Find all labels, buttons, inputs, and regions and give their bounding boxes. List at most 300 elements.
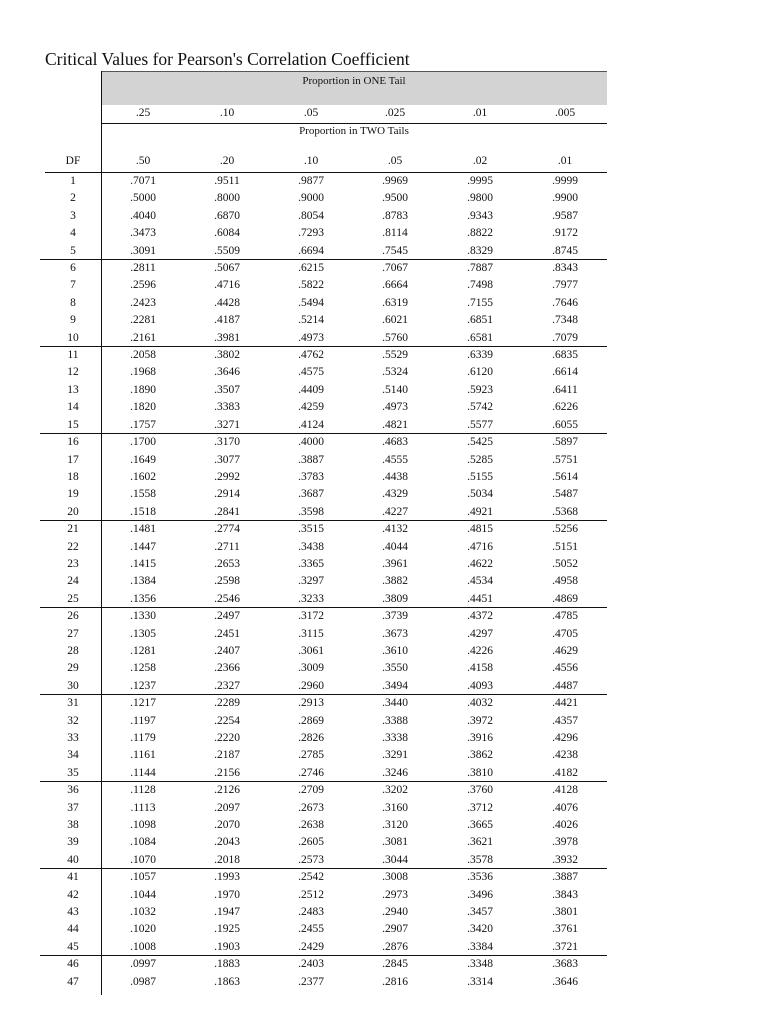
table-row xyxy=(40,243,607,260)
critical-value-cell: .5487 xyxy=(552,488,578,501)
table-row xyxy=(40,660,607,677)
critical-value-cell: .3783 xyxy=(298,470,324,483)
critical-value-cell: .3683 xyxy=(552,958,578,971)
df-cell: 37 xyxy=(67,801,79,814)
critical-value-cell: .1237 xyxy=(130,679,156,692)
table-row xyxy=(40,208,607,225)
df-cell: 3 xyxy=(70,209,76,222)
critical-value-cell: .2546 xyxy=(214,592,240,605)
df-cell: 41 xyxy=(67,871,79,884)
table-row xyxy=(40,399,607,416)
critical-value-cell: .4716 xyxy=(467,540,493,553)
critical-value-cell: .2907 xyxy=(382,923,408,936)
critical-value-cell: .9343 xyxy=(467,209,493,222)
df-cell: 18 xyxy=(67,470,79,483)
critical-value-cell: .1863 xyxy=(214,975,240,988)
critical-value-cell: .5897 xyxy=(552,436,578,449)
critical-value-cell: .6215 xyxy=(298,262,324,275)
two-tail-value: .02 xyxy=(472,155,488,167)
df-cell: 6 xyxy=(70,262,76,275)
critical-value-cell: .3810 xyxy=(467,766,493,779)
df-cell: 25 xyxy=(67,592,79,605)
critical-value-cell: .4409 xyxy=(298,383,324,396)
df-cell: 2 xyxy=(70,192,76,205)
critical-value-cell: .4238 xyxy=(552,749,578,762)
critical-value-cell: .3673 xyxy=(382,627,408,640)
critical-value-cell: .2289 xyxy=(214,697,240,710)
df-cell: 38 xyxy=(67,819,79,832)
critical-value-cell: .3802 xyxy=(214,349,240,362)
critical-value-cell: .2709 xyxy=(298,784,324,797)
critical-value-cell: .5760 xyxy=(382,331,408,344)
critical-value-cell: .2973 xyxy=(382,888,408,901)
df-cell: 31 xyxy=(67,697,79,710)
critical-value-cell: .1968 xyxy=(130,366,156,379)
critical-value-cell: .5151 xyxy=(552,540,578,553)
critical-value-cell: .6319 xyxy=(382,296,408,309)
critical-value-cell: .6614 xyxy=(552,366,578,379)
critical-value-cell: .4958 xyxy=(552,575,578,588)
critical-value-cell: .6835 xyxy=(552,349,578,362)
critical-value-cell: .4869 xyxy=(552,592,578,605)
critical-value-cell: .3291 xyxy=(382,749,408,762)
critical-value-cell: .1070 xyxy=(130,853,156,866)
critical-value-cell: .2058 xyxy=(130,349,156,362)
critical-value-cell: .4227 xyxy=(382,505,408,518)
critical-value-cell: .1161 xyxy=(130,749,156,762)
critical-value-cell: .5214 xyxy=(298,314,324,327)
critical-value-cell: .5285 xyxy=(467,453,493,466)
one-tail-label: Proportion in ONE Tail xyxy=(302,75,406,87)
critical-value-cell: .2327 xyxy=(214,679,240,692)
critical-value-cell: .3972 xyxy=(467,714,493,727)
df-cell: 36 xyxy=(67,784,79,797)
critical-value-cell: .5494 xyxy=(298,296,324,309)
critical-value-cell: .1217 xyxy=(130,697,156,710)
table-row xyxy=(40,852,607,869)
critical-value-cell: .2841 xyxy=(214,505,240,518)
one-tail-values-row xyxy=(101,104,607,123)
critical-value-cell: .3365 xyxy=(298,557,324,570)
critical-value-cell: .1447 xyxy=(130,540,156,553)
critical-value-cell: .4093 xyxy=(467,679,493,692)
critical-value-cell: .3115 xyxy=(298,627,324,640)
critical-value-cell: .2187 xyxy=(214,749,240,762)
critical-value-cell: .3160 xyxy=(382,801,408,814)
critical-value-cell: .2542 xyxy=(298,871,324,884)
df-cell: 33 xyxy=(67,732,79,744)
critical-value-cell: .6339 xyxy=(467,349,493,362)
table-row xyxy=(40,539,607,556)
critical-value-cell: .1903 xyxy=(214,940,240,953)
critical-value-cell: .4487 xyxy=(552,679,578,692)
critical-value-cell: .7545 xyxy=(382,244,408,257)
critical-value-cell: .9969 xyxy=(382,175,408,187)
critical-value-cell: .3887 xyxy=(298,453,324,466)
critical-value-cell: .9877 xyxy=(298,175,324,187)
critical-value-cell: .4556 xyxy=(552,662,578,675)
page-title: Critical Values for Pearson's Correlation Coefficient xyxy=(45,49,410,69)
critical-value-cell: .6120 xyxy=(467,366,493,379)
df-cell: 17 xyxy=(67,453,79,466)
critical-value-cell: .5155 xyxy=(467,470,493,483)
critical-value-cell: .4372 xyxy=(467,610,493,623)
one-tail-value: .05 xyxy=(303,107,319,119)
critical-value-cell: .3081 xyxy=(382,836,408,849)
critical-value-cell: .4555 xyxy=(382,453,408,466)
critical-value-cell: .2811 xyxy=(130,262,156,275)
critical-value-cell: .3172 xyxy=(298,610,324,623)
critical-value-cell: .7348 xyxy=(552,314,578,327)
one-tail-value: .005 xyxy=(554,107,576,119)
critical-value-cell: .5034 xyxy=(467,488,493,501)
critical-value-cell: .9900 xyxy=(552,192,578,205)
critical-value-cell: .9172 xyxy=(552,227,578,240)
table-row xyxy=(40,520,607,538)
critical-value-cell: .2826 xyxy=(298,732,324,744)
critical-value-cell: .2913 xyxy=(298,697,324,710)
critical-value-cell: .3233 xyxy=(298,592,324,605)
critical-value-cell: .4716 xyxy=(214,279,240,292)
two-tail-label: Proportion in TWO Tails xyxy=(299,125,409,137)
critical-value-cell: .4026 xyxy=(552,819,578,832)
table-row xyxy=(40,607,607,625)
df-cell: 12 xyxy=(67,366,79,379)
critical-value-cell: .1415 xyxy=(130,557,156,570)
critical-value-cell: .9995 xyxy=(467,175,493,187)
table-row xyxy=(40,452,607,469)
critical-value-cell: .5822 xyxy=(298,279,324,292)
critical-value-cell: .4821 xyxy=(382,418,408,431)
critical-value-cell: .2070 xyxy=(214,819,240,832)
critical-value-cell: .8822 xyxy=(467,227,493,240)
critical-value-cell: .4040 xyxy=(130,209,156,222)
critical-value-cell: .3314 xyxy=(467,975,493,988)
table-row xyxy=(40,173,607,190)
critical-value-cell: .1649 xyxy=(130,453,156,466)
table-row xyxy=(40,887,607,904)
critical-value-cell: .3578 xyxy=(467,853,493,866)
critical-value-cell: .2573 xyxy=(298,853,324,866)
critical-value-cell: .7071 xyxy=(130,175,156,187)
critical-value-cell: .3061 xyxy=(298,644,324,657)
critical-value-cell: .3809 xyxy=(382,592,408,605)
critical-value-cell: .2403 xyxy=(298,958,324,971)
critical-value-cell: .4575 xyxy=(298,366,324,379)
critical-value-cell: .3621 xyxy=(467,836,493,849)
critical-value-cell: .4297 xyxy=(467,627,493,640)
table-row xyxy=(40,225,607,242)
critical-value-cell: .3438 xyxy=(298,540,324,553)
table-row xyxy=(40,504,607,521)
table-row xyxy=(40,626,607,643)
table-row xyxy=(40,678,607,695)
critical-value-cell: .0997 xyxy=(130,958,156,971)
df-cell: 16 xyxy=(67,436,79,449)
critical-value-cell: .7498 xyxy=(467,279,493,292)
df-cell: 10 xyxy=(67,331,79,344)
critical-value-cell: .3721 xyxy=(552,940,578,953)
critical-value-cell: .9500 xyxy=(382,192,408,205)
critical-value-cell: .3610 xyxy=(382,644,408,657)
critical-value-cell: .8783 xyxy=(382,209,408,222)
critical-value-cell: .8343 xyxy=(552,262,578,275)
critical-value-cell: .2746 xyxy=(298,766,324,779)
df-cell: 27 xyxy=(67,627,79,640)
critical-value-cell: .2126 xyxy=(214,784,240,797)
critical-value-cell: .5425 xyxy=(467,436,493,449)
critical-value-cell: .3843 xyxy=(552,888,578,901)
critical-value-cell: .3473 xyxy=(130,227,156,240)
critical-value-cell: .3009 xyxy=(298,662,324,675)
df-cell: 1 xyxy=(70,175,76,187)
critical-value-cell: .5751 xyxy=(552,453,578,466)
df-cell: 24 xyxy=(67,575,79,588)
df-cell: 21 xyxy=(67,523,79,536)
critical-value-cell: .4044 xyxy=(382,540,408,553)
table-row xyxy=(40,330,607,347)
df-cell: 40 xyxy=(67,853,79,866)
table-row xyxy=(40,259,607,277)
critical-value-cell: .3008 xyxy=(382,871,408,884)
df-cell: 23 xyxy=(67,557,79,570)
critical-value-cell: .4973 xyxy=(298,331,324,344)
df-cell: 20 xyxy=(67,505,79,518)
critical-value-cell: .3384 xyxy=(467,940,493,953)
critical-value-cell: .2455 xyxy=(298,923,324,936)
df-cell: 39 xyxy=(67,836,79,849)
critical-value-cell: .4187 xyxy=(214,314,240,327)
critical-value-cell: .2816 xyxy=(382,975,408,988)
critical-value-cell: .0987 xyxy=(130,975,156,988)
critical-value-cell: .3120 xyxy=(382,819,408,832)
df-cell: 32 xyxy=(67,714,79,727)
critical-value-cell: .9587 xyxy=(552,209,578,222)
table-row xyxy=(40,730,607,747)
table-row xyxy=(40,747,607,764)
critical-value-cell: .3550 xyxy=(382,662,408,675)
critical-value-cell: .2960 xyxy=(298,679,324,692)
critical-value-cell: .1993 xyxy=(214,871,240,884)
table-row xyxy=(40,573,607,590)
df-cell: 5 xyxy=(70,244,76,257)
table-row xyxy=(40,591,607,608)
critical-value-cell: .2992 xyxy=(214,470,240,483)
table-row xyxy=(40,190,607,207)
critical-value-cell: .6694 xyxy=(298,244,324,257)
critical-value-cell: .2653 xyxy=(214,557,240,570)
critical-value-cell: .3077 xyxy=(214,453,240,466)
critical-value-cell: .3687 xyxy=(298,488,324,501)
critical-value-cell: .4762 xyxy=(298,349,324,362)
critical-value-cell: .3646 xyxy=(552,975,578,988)
critical-value-cell: .3420 xyxy=(467,923,493,936)
critical-value-cell: .3981 xyxy=(214,331,240,344)
critical-value-cell: .2097 xyxy=(214,801,240,814)
critical-value-cell: .1700 xyxy=(130,436,156,449)
critical-value-cell: .4622 xyxy=(467,557,493,570)
df-cell: 11 xyxy=(67,349,79,362)
critical-value-cell: .1044 xyxy=(130,888,156,901)
critical-value-cell: .1757 xyxy=(130,418,156,431)
critical-value-cell: .3536 xyxy=(467,871,493,884)
table-row xyxy=(40,469,607,486)
critical-value-cell: .3170 xyxy=(214,436,240,449)
df-cell: 45 xyxy=(67,940,79,953)
critical-value-cell: .4815 xyxy=(467,523,493,536)
critical-value-cell: .2497 xyxy=(214,610,240,623)
two-tail-value: .10 xyxy=(303,155,319,167)
critical-value-cell: .2598 xyxy=(214,575,240,588)
critical-value-cell: .1281 xyxy=(130,644,156,657)
critical-value-cell: .3507 xyxy=(214,383,240,396)
critical-value-cell: .7977 xyxy=(552,279,578,292)
table-row xyxy=(40,364,607,381)
critical-value-cell: .7155 xyxy=(467,296,493,309)
header-divider xyxy=(101,123,607,124)
critical-value-cell: .5000 xyxy=(130,192,156,205)
df-cell: 35 xyxy=(67,766,79,779)
critical-value-cell: .1258 xyxy=(130,662,156,675)
critical-value-cell: .2512 xyxy=(298,888,324,901)
critical-value-cell: .6226 xyxy=(552,401,578,414)
critical-value-cell: .2483 xyxy=(298,906,324,919)
critical-value-cell: .3246 xyxy=(382,766,408,779)
critical-value-cell: .1197 xyxy=(130,714,156,727)
table-row xyxy=(40,955,607,973)
critical-value-cell: .3515 xyxy=(298,523,324,536)
critical-value-cell: .4296 xyxy=(552,732,578,744)
critical-value-cell: .1057 xyxy=(130,871,156,884)
critical-value-cell: .2711 xyxy=(214,540,240,553)
critical-value-cell: .1113 xyxy=(130,801,156,814)
critical-value-cell: .4705 xyxy=(552,627,578,640)
critical-value-cell: .4124 xyxy=(298,418,324,431)
critical-value-cell: .2673 xyxy=(298,801,324,814)
critical-value-cell: .3882 xyxy=(382,575,408,588)
table-row xyxy=(40,346,607,364)
df-cell: 47 xyxy=(67,975,79,988)
critical-value-cell: .5256 xyxy=(552,523,578,536)
critical-value-cell: .2774 xyxy=(214,523,240,536)
table-row xyxy=(40,765,607,782)
one-tail-header xyxy=(101,71,607,105)
critical-value-cell: .2845 xyxy=(382,958,408,971)
critical-value-cell: .1970 xyxy=(214,888,240,901)
table-row xyxy=(40,868,607,886)
df-cell: 9 xyxy=(70,314,76,327)
critical-value-cell: .1305 xyxy=(130,627,156,640)
critical-value-cell: .7079 xyxy=(552,331,578,344)
critical-value-cell: .2605 xyxy=(298,836,324,849)
critical-value-cell: .8054 xyxy=(298,209,324,222)
critical-value-cell: .3761 xyxy=(552,923,578,936)
critical-value-cell: .4421 xyxy=(552,697,578,710)
two-tail-value: .50 xyxy=(135,155,151,167)
table-row xyxy=(40,781,607,799)
table-row xyxy=(40,382,607,399)
critical-value-cell: .2596 xyxy=(130,279,156,292)
critical-value-cell: .5509 xyxy=(214,244,240,257)
critical-value-cell: .2429 xyxy=(298,940,324,953)
df-cell: 26 xyxy=(67,610,79,623)
critical-value-cell: .4534 xyxy=(467,575,493,588)
critical-value-cell: .5577 xyxy=(467,418,493,431)
critical-values-table xyxy=(40,173,607,991)
df-column-header: DF xyxy=(65,155,81,167)
critical-value-cell: .4921 xyxy=(467,505,493,518)
df-cell: 4 xyxy=(70,227,76,240)
critical-value-cell: .3091 xyxy=(130,244,156,257)
critical-value-cell: .1883 xyxy=(214,958,240,971)
critical-value-cell: .1558 xyxy=(130,488,156,501)
table-row xyxy=(40,643,607,660)
critical-value-cell: .4428 xyxy=(214,296,240,309)
critical-value-cell: .3916 xyxy=(467,732,493,744)
critical-value-cell: .4785 xyxy=(552,610,578,623)
df-cell: 34 xyxy=(67,749,79,762)
table-row xyxy=(40,277,607,294)
df-cell: 29 xyxy=(67,662,79,675)
critical-value-cell: .7646 xyxy=(552,296,578,309)
df-cell: 46 xyxy=(67,958,79,971)
critical-value-cell: .1330 xyxy=(130,610,156,623)
critical-value-cell: .9999 xyxy=(552,175,578,187)
critical-value-cell: .1890 xyxy=(130,383,156,396)
critical-value-cell: .2638 xyxy=(298,819,324,832)
critical-value-cell: .8000 xyxy=(214,192,240,205)
critical-value-cell: .1084 xyxy=(130,836,156,849)
critical-value-cell: .8745 xyxy=(552,244,578,257)
df-cell: 15 xyxy=(67,418,79,431)
critical-value-cell: .9000 xyxy=(298,192,324,205)
critical-value-cell: .3932 xyxy=(552,853,578,866)
critical-value-cell: .6411 xyxy=(552,383,578,396)
critical-value-cell: .2876 xyxy=(382,940,408,953)
critical-value-cell: .6084 xyxy=(214,227,240,240)
critical-value-cell: .6581 xyxy=(467,331,493,344)
two-tail-value: .20 xyxy=(219,155,235,167)
critical-value-cell: .3388 xyxy=(382,714,408,727)
critical-value-cell: .1356 xyxy=(130,592,156,605)
critical-value-cell: .1602 xyxy=(130,470,156,483)
critical-value-cell: .2018 xyxy=(214,853,240,866)
critical-value-cell: .6851 xyxy=(467,314,493,327)
table-row xyxy=(40,486,607,503)
one-tail-value: .025 xyxy=(384,107,406,119)
critical-value-cell: .3297 xyxy=(298,575,324,588)
critical-value-cell: .2156 xyxy=(214,766,240,779)
critical-value-cell: .4182 xyxy=(552,766,578,779)
critical-value-cell: .5923 xyxy=(467,383,493,396)
critical-value-cell: .3961 xyxy=(382,557,408,570)
table-row xyxy=(40,312,607,329)
one-tail-value: .25 xyxy=(135,107,151,119)
critical-value-cell: .5614 xyxy=(552,470,578,483)
critical-value-cell: .3801 xyxy=(552,906,578,919)
df-cell: 8 xyxy=(70,296,76,309)
critical-value-cell: .4226 xyxy=(467,644,493,657)
critical-value-cell: .1947 xyxy=(214,906,240,919)
critical-value-cell: .2423 xyxy=(130,296,156,309)
critical-value-cell: .4259 xyxy=(298,401,324,414)
critical-value-cell: .6055 xyxy=(552,418,578,431)
critical-value-cell: .3338 xyxy=(382,732,408,744)
critical-value-cell: .3760 xyxy=(467,784,493,797)
table-row xyxy=(40,556,607,573)
critical-value-cell: .5742 xyxy=(467,401,493,414)
critical-value-cell: .3712 xyxy=(467,801,493,814)
